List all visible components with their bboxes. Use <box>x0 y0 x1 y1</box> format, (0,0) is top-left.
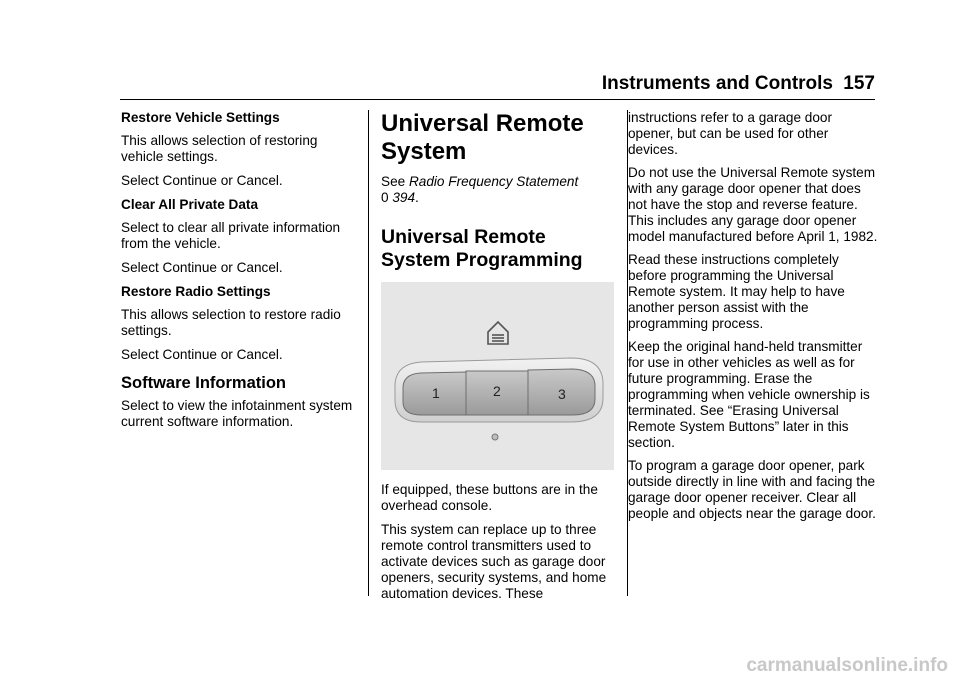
column-right <box>628 110 878 529</box>
clear-private-text: Select to clear all private information from the vehicle. <box>121 220 341 251</box>
clear-private-heading: Clear All Private Data <box>121 197 259 212</box>
see-suffix: . <box>415 190 419 205</box>
page-number: 157 <box>843 73 875 94</box>
overhead-console-illustration <box>381 282 614 470</box>
column-divider-1 <box>368 110 369 596</box>
watermark: carmanualsonline.info <box>746 655 948 676</box>
instructions-continued: instructions refer to a garage door opener, but can be used for other devices. <box>628 110 833 157</box>
restore-radio-heading: Restore Radio Settings <box>121 284 271 299</box>
button-1-label: 1 <box>432 385 440 401</box>
restore-vehicle-select: Select Continue or Cancel. <box>121 173 283 188</box>
program-steps: To program a garage door opener, park outside directly in line with and facing the garage door opener receiver. Clear all people and objects near the garage door. <box>628 458 876 521</box>
warning-stop-reverse: Do not use the Universal Remote system with any garage door opener that does not have the stop and reverse feature. This includes any garage door opener model manufactured before April 1, 1982. <box>628 165 878 244</box>
column-middle <box>381 110 617 610</box>
page-header <box>0 0 960 100</box>
software-heading: Software Information <box>121 374 287 392</box>
programming-heading: Universal Remote System Programming <box>381 226 583 271</box>
button-2-label: 2 <box>493 383 501 399</box>
indicator-light <box>492 434 498 440</box>
see-ref-link[interactable]: Radio Frequency Statement <box>408 174 579 189</box>
software-text: Select to view the infotainment system current software information. <box>121 398 353 429</box>
page-ref-icon: 0 <box>381 190 389 205</box>
column-left <box>121 110 361 438</box>
universal-remote-heading: Universal Remote System <box>381 110 584 165</box>
figure-caption: If equipped, these buttons are in the overhead console. <box>381 482 598 513</box>
keep-transmitter: Keep the original hand-held transmitter for use in other vehicles as well as for future programming. Erase the programming when vehicle ownership is terminated. See “Erasing Universal Remote System Buttons” later in this section. <box>628 339 870 450</box>
overhead-console-figure <box>381 282 614 470</box>
see-page-link[interactable]: 394 <box>392 190 416 205</box>
see-prefix: See <box>381 174 406 189</box>
system-description: This system can replace up to three remote control transmitters used to activate devices such as garage door openers, security systems, and home automation devices. These <box>381 522 607 601</box>
see-reference <box>381 174 617 206</box>
restore-vehicle-text: This allows selection of restoring vehicle settings. <box>121 133 318 164</box>
read-instructions: Read these instructions completely before programming the Universal Remote system. It may help to have another person assist with the programming process. <box>628 252 845 331</box>
section-title: Instruments and Controls <box>601 73 833 94</box>
button-3-label: 3 <box>558 386 566 402</box>
header-rule <box>120 99 875 100</box>
restore-vehicle-heading: Restore Vehicle Settings <box>121 110 280 125</box>
restore-radio-select: Select Continue or Cancel. <box>121 347 283 362</box>
clear-private-select: Select Continue or Cancel. <box>121 260 283 275</box>
garage-icon <box>488 322 508 344</box>
restore-radio-text: This allows selection to restore radio settings. <box>121 307 341 338</box>
